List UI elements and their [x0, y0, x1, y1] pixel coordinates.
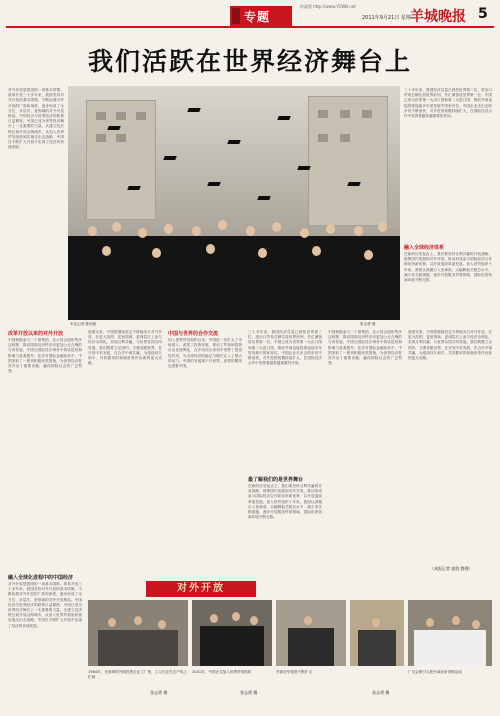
photo-credit: 张志勇 摄 [240, 690, 258, 695]
photo-credit: 本社记者 陈雨航 [70, 322, 97, 326]
issue-date: 2011年9月21日 星期三 [362, 15, 416, 21]
article-column: 三十多年来，我国经济总量已跃居世界第二位，进出口贸易总额位居世界前列，外汇储备居世界第一位。中国已成为世界第一大出口国和第二大进口国，吸收外商直接投资连续多年居发展中国家首位。中国企业走出去的步伐不断加快，对外投资规模持续扩大，在国际经济合作中发挥着越来越重要的作用。 [248, 330, 322, 366]
article-subhead: 最了解我们的是世界舞台 [248, 477, 304, 483]
page-header [0, 0, 500, 28]
article-subhead: 中国与世界的合作交流 [168, 331, 219, 337]
article-column: 三十多年来，我国经济总量已跃居世界第二位，进出口贸易总额位居世界前列，外汇储备居世界第一位。中国已成为世界第一大出口国和第二大进口国，吸收外商直接投资连续多年居发展中国家首位。中国企业走出去的步伐不断加快，对外投资规模持续扩大，在国际经济合作中发挥着越来越重要的作用。 [404, 88, 492, 119]
article-column: 加入世界贸易组织以来，中国进一步扩大了市场准入，改善了投资环境，推动了贸易和投资自由化便利化，在多哈回合谈判中发挥了建设性作用，为全球经济的稳定与增长注入了强大的动力。中国的发展离不开世界，世界的繁荣也需要中国。 [168, 338, 242, 369]
newspaper-logo: 羊城晚报 [410, 9, 466, 25]
bottom-banner: 对外开放 [146, 581, 256, 597]
article-subhead: 融入全球化进程中的中国经济 [8, 575, 74, 581]
graduation-photo [68, 86, 400, 320]
photo-crowd [68, 236, 400, 320]
page-number: 5 [478, 6, 488, 22]
article-column: 对外开放是我国的一项基本国策。改革开放三十多年来，我国坚持对外开放的基本国策，不断拓展对外开放的广度和深度，逐步形成了全方位、多层次、宽领域的对外开放格局。中国经济与世界经济的联系日益紧密，中国已成为世界经济舞台上一支重要的力量。从建立经济特区到开放沿海城市，从加入世界贸易组织到实施走出去战略，中国在不断扩大开放中实现了经济的快速发展。 [8, 582, 82, 628]
article-column: 在新的历史起点上，我们要坚持互利共赢的开放战略，统筹国内发展和对外开放，推动形成参与国际经济合作和竞争新优势，以开放促改革促发展。加入世贸组织十年来，我国认真履行入世承诺，大幅降低关税总水平，减少非关税措施，逐步开放服务贸易领域，国际化的营商环境不断完善。 [248, 484, 322, 520]
photo-credit: 张志勇 摄 [360, 322, 376, 326]
bottom-photo [192, 600, 272, 666]
photo-credit: 张志勇 摄 [150, 690, 168, 695]
article-column: 展望未来，中国将继续坚定不移地实行对外开放，在更大范围、更宽领域、更深层次上参与经济全球化，实现互利共赢，与世界各国共同发展。我们既要立足国内，又要放眼世界，在开放中求发展，在合作中谋共赢，为建设持久和平、共同繁荣的和谐世界作出新的更大贡献。 [408, 330, 492, 361]
article-subhead: 改革开放以来的对外开放 [8, 331, 64, 337]
photo-credit: 张志勇 摄 [372, 690, 390, 695]
article-column: 在新的历史起点上，我们要坚持互利共赢的开放战略，统筹国内发展和对外开放，推动形成参与国际经济合作和竞争新优势，以开放促改革促发展。加入世贸组织十年来，我国认真履行入世承诺，大幅降低关税总水平，减少非关税措施，逐步开放服务贸易领域，国际化的营商环境不断完善。 [404, 252, 492, 283]
article-column: 中国积极参与二十国集团、亚太经合组织等多边机制，推动国际经济秩序向更加公正合理的方向发展，中国在国际经济事务中的话语权和影响力显著提升。在应对国际金融危机中，中国采取了一系列积极有效措施，为世界经济复苏作出了重要贡献，赢得国际社会的广泛赞誉。 [328, 330, 402, 366]
photo-caption: 2001年，中国正式加入世界贸易组织 [192, 670, 252, 674]
photo-caption: 广交会吸引大批外商前来采购洽谈 [408, 670, 462, 674]
article-subhead: 融入全球经济体系 [404, 245, 445, 251]
bottom-photo [88, 600, 188, 666]
page-headline: 我们活跃在世界经济舞台上 [87, 47, 412, 76]
article-column: 对外开放是我国的一项基本国策。改革开放三十多年来，我国坚持对外开放的基本国策，不断拓展对外开放的广度和深度，逐步形成了全方位、多层次、宽领域的对外开放格局。中国经济与世界经济的联系日益紧密，中国已成为世界经济舞台上一支重要的力量。从建立经济特区到开放沿海城市，从加入世界贸易组织到实施走出去战略，中国在不断扩大开放中实现了经济的快速发展。 [8, 88, 64, 150]
article-column: 中国积极参与二十国集团、亚太经合组织等多边机制，推动国际经济秩序向更加公正合理的方向发展，中国在国际经济事务中的话语权和影响力显著提升。在应对国际金融危机中，中国采取了一系列积极有效措施，为世界经济复苏作出了重要贡献，赢得国际社会的广泛赞誉。 [8, 338, 82, 374]
photo-caption: 外商在华投资不断扩大 [276, 670, 312, 674]
article-column: 展望未来，中国将继续坚定不移地实行对外开放，在更大范围、更宽领域、更深层次上参与经济全球化，实现互利共赢，与世界各国共同发展。我们既要立足国内，又要放眼世界，在开放中求发展，在合作中谋共赢，为建设持久和平、共同繁荣的和谐世界作出新的更大贡献。 [88, 330, 162, 366]
bottom-photo [408, 600, 492, 666]
photo-caption: 1984年，在深圳的外商投资企业工厂里，工人们正在生产线上忙碌 [88, 670, 187, 679]
red-seal-icon [232, 8, 240, 24]
header-rule [6, 26, 494, 28]
author-signature: （本报记者 郭凯 整理） [430, 566, 473, 571]
site-line: 时政版 http://www.YCWB.net [300, 4, 356, 9]
bottom-photo [276, 600, 346, 666]
section-label: 专题 [244, 10, 271, 24]
bottom-photo [350, 600, 404, 666]
